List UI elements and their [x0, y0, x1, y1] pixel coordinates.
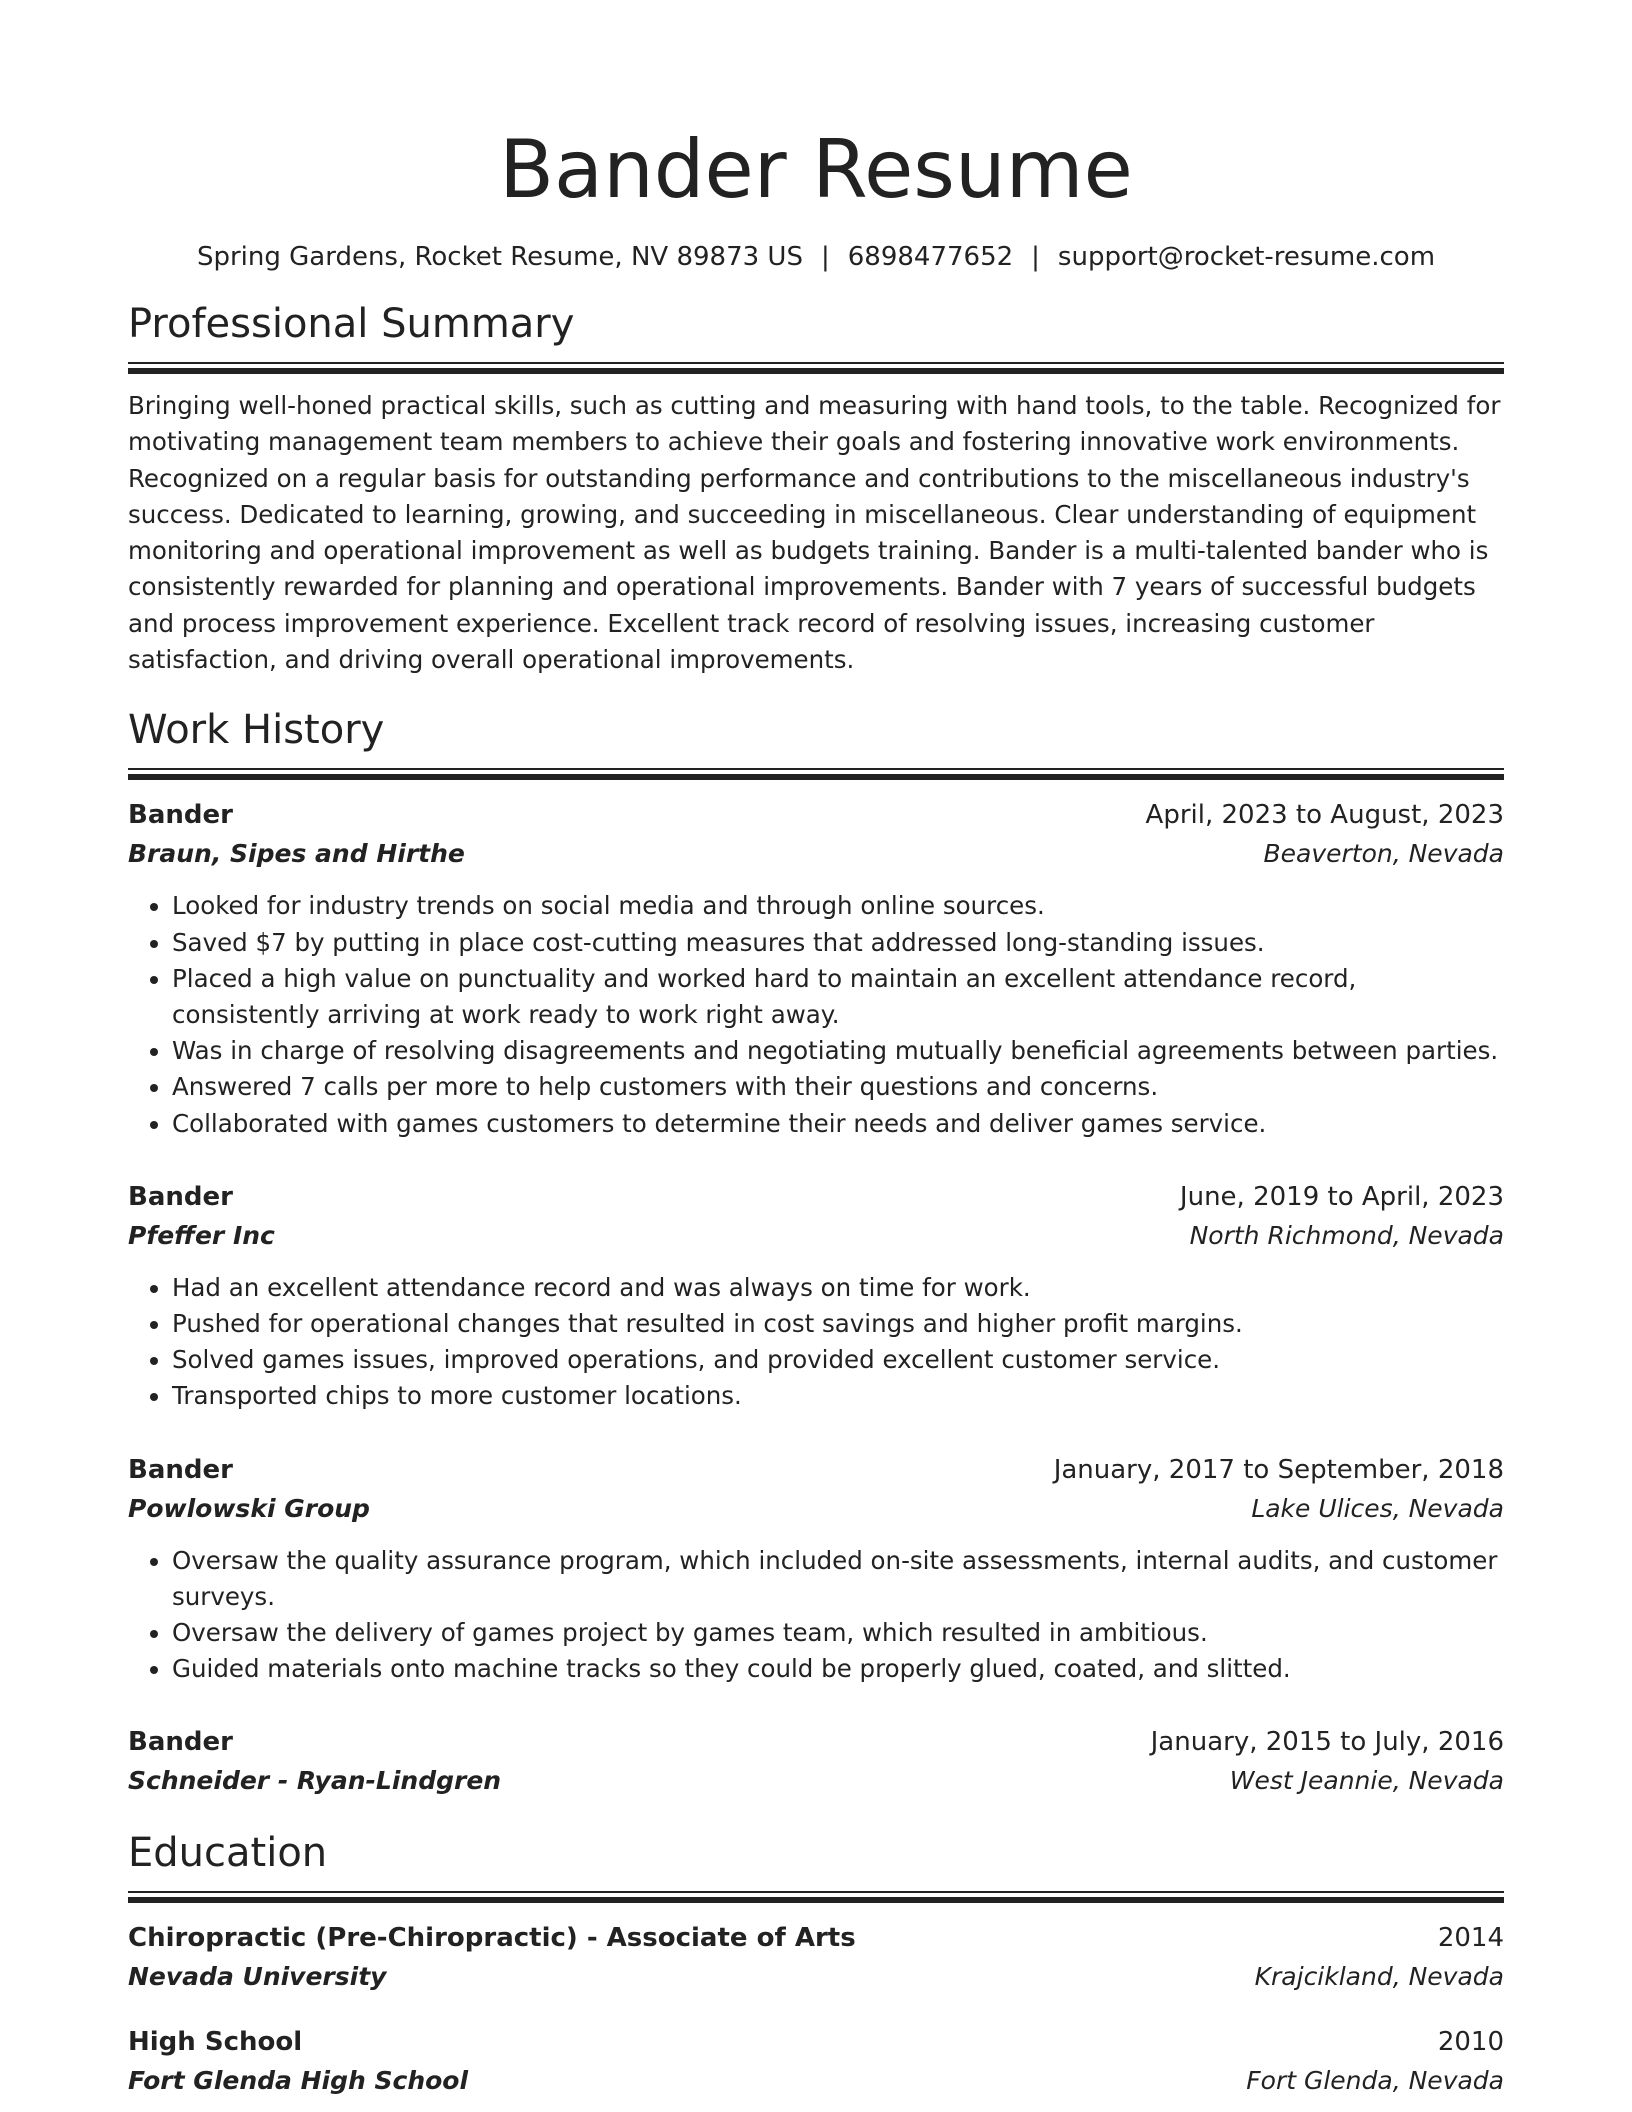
job-entry: [128, 796, 1504, 1141]
section-divider: [128, 1891, 1504, 1903]
education-entry: [128, 1919, 1504, 1997]
contact-separator: |: [820, 242, 830, 272]
section-title-work-history: Work History: [128, 707, 385, 754]
education-section: [128, 1827, 1504, 2101]
work-history-section: [128, 704, 1504, 1801]
job-bullet: • Had an excellent attendance record and was always on time for work.: [172, 1270, 1504, 1306]
education-school: Fort Glenda High School: [128, 2066, 469, 2096]
professional-summary-section: [128, 298, 1504, 678]
resume-name: Bander Resume: [499, 123, 1133, 216]
contact-separator: |: [1031, 242, 1040, 272]
contact-phone: 6898477652: [847, 242, 1014, 272]
job-entry: [128, 1723, 1504, 1801]
job-location: Lake Ulices, Nevada: [1251, 1493, 1504, 1523]
job-bullet: • Looked for industry trends on social media and through online sources.: [172, 888, 1504, 924]
job-title: Bander: [128, 1727, 233, 1758]
job-entry: [128, 1451, 1504, 1688]
job-bullet: • Pushed for operational changes that resulted in cost savings and higher profit margins.: [172, 1306, 1504, 1342]
job-title: Bander: [128, 800, 233, 831]
contact-address: Spring Gardens, Rocket Resume, NV 89873 US: [196, 242, 803, 272]
job-bullet: • Solved games issues, improved operations, and provided excellent customer service.: [172, 1342, 1504, 1378]
education-degree: High School: [128, 2027, 303, 2058]
education-location: Krajcikland, Nevada: [1254, 1962, 1504, 1992]
job-bullet: • Was in charge of resolving disagreements and negotiating mutually beneficial agreements between parties.: [172, 1033, 1504, 1069]
job-dates: January, 2015 to July, 2016: [1150, 1727, 1504, 1758]
education-entry: [128, 2023, 1504, 2101]
job-company: Pfeffer Inc: [128, 1220, 275, 1250]
job-dates: June, 2019 to April, 2023: [1179, 1181, 1504, 1212]
resume-page: [128, 0, 1504, 2101]
job-bullet: • Answered 7 calls per more to help customers with their questions and concerns.: [172, 1069, 1504, 1105]
job-title: Bander: [128, 1181, 233, 1212]
job-company: Powlowski Group: [128, 1493, 370, 1523]
summary-text: Bringing well-honed practical skills, such as cutting and measuring with hand tools, to the table. Recognized for motivating management team members to achieve their goals and fostering innovative work environments. Recognized on a regular basis for outstanding performance and contributions to the miscellaneous industry's success. Dedicated to learning, growing, and succeeding in miscellaneous. Clear understanding of equipment monitoring and operational improvement as well as budgets training. Bander is a multi-talented bander who is consistently rewarded for planning and operational improvements. Bander with 7 years of successful budgets and process improvement experience. Excellent track record of resolving issues, increasing customer satisfaction, and driving overall operational improvements.: [128, 391, 1501, 675]
job-dates: April, 2023 to August, 2023: [1145, 800, 1504, 831]
job-bullet: • Oversaw the quality assurance program, which included on-site assessments, internal audits, and customer surveys.: [172, 1543, 1504, 1615]
job-bullets: [128, 1270, 1504, 1415]
job-company: Braun, Sipes and Hirthe: [128, 839, 465, 869]
job-bullet: • Transported chips to more customer locations.: [172, 1378, 1504, 1414]
contact-email: support@rocket-resume.com: [1057, 242, 1436, 272]
job-company: Schneider - Ryan-Lindgren: [128, 1766, 502, 1796]
job-title: Bander: [128, 1454, 233, 1485]
job-entry: [128, 1178, 1504, 1415]
contact-line: [128, 240, 1504, 274]
education-year: 2014: [1437, 1923, 1504, 1954]
education-year: 2010: [1437, 2027, 1504, 2058]
job-bullets: [128, 888, 1504, 1141]
education-school: Nevada University: [128, 1962, 387, 1992]
education-location: Fort Glenda, Nevada: [1246, 2066, 1504, 2096]
job-bullet: • Guided materials onto machine tracks so they could be properly glued, coated, and slitted.: [172, 1651, 1504, 1687]
job-bullet: • Oversaw the delivery of games project by games team, which resulted in ambitious.: [172, 1615, 1504, 1651]
education-degree: Chiropractic (Pre-Chiropractic) - Associate of Arts: [128, 1923, 856, 1954]
job-bullet: • Saved $7 by putting in place cost-cutting measures that addressed long-standing issues.: [172, 925, 1504, 961]
section-divider: [128, 362, 1504, 374]
job-location: Beaverton, Nevada: [1263, 839, 1504, 869]
job-location: West Jeannie, Nevada: [1229, 1766, 1504, 1796]
job-bullets: [128, 1543, 1504, 1688]
section-title-summary: Professional Summary: [128, 301, 575, 347]
section-divider: [128, 768, 1504, 780]
job-location: North Richmond, Nevada: [1189, 1220, 1504, 1250]
job-bullet: • Placed a high value on punctuality and worked hard to maintain an excellent attendance record, consistently arriving at work ready to work right away.: [172, 961, 1504, 1033]
job-bullet: • Collaborated with games customers to determine their needs and deliver games service.: [172, 1106, 1504, 1142]
job-dates: January, 2017 to September, 2018: [1053, 1454, 1504, 1485]
section-title-education: Education: [128, 1830, 328, 1877]
